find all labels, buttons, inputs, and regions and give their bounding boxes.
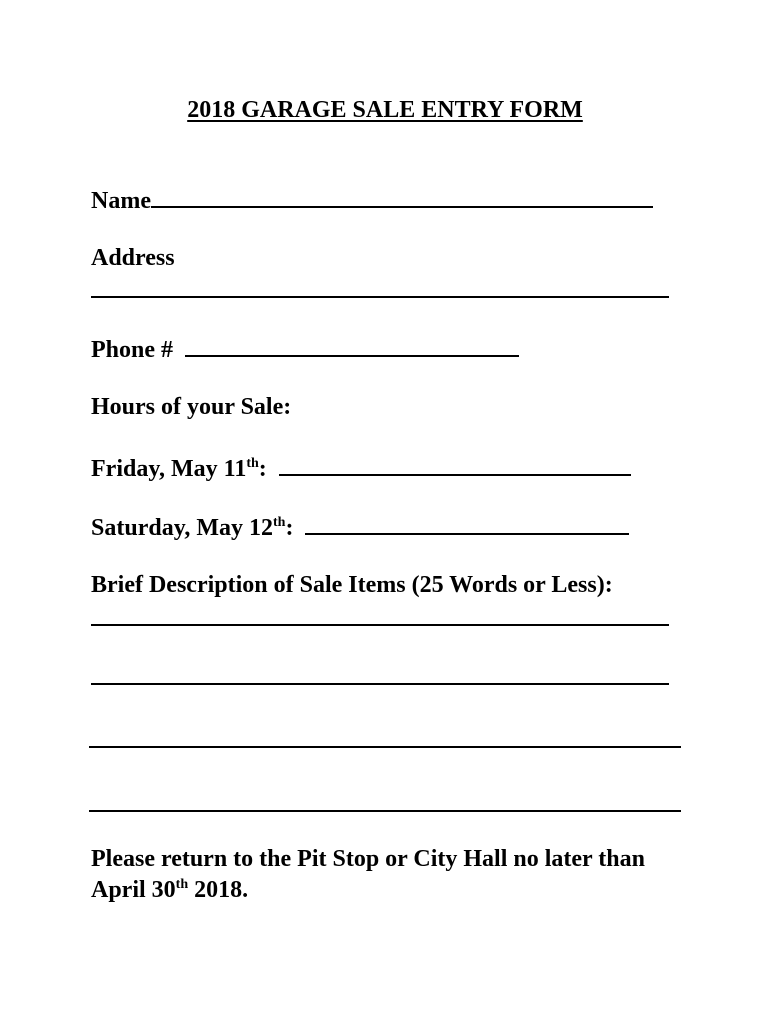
- form-title: 2018 GARAGE SALE ENTRY FORM: [187, 97, 583, 123]
- return-year: 2018.: [188, 877, 249, 903]
- return-instructions-line-1: Please return to the Pit Stop or City Hall no later than: [91, 846, 645, 872]
- description-line-1[interactable]: [91, 624, 669, 626]
- saturday-hours-field[interactable]: [305, 511, 629, 535]
- saturday-label: Saturday, May 12: [91, 515, 274, 541]
- phone-row: [91, 333, 519, 365]
- return-date: April 30: [91, 877, 176, 903]
- return-date-sup: th: [175, 877, 189, 892]
- name-field[interactable]: [151, 184, 653, 208]
- description-line-3[interactable]: [89, 746, 681, 748]
- address-label: Address: [91, 245, 175, 271]
- description-label: Brief Description of Sale Items (25 Words or Less):: [91, 572, 613, 598]
- name-row: [91, 184, 653, 216]
- friday-colon: :: [258, 456, 267, 482]
- saturday-colon: :: [285, 515, 294, 541]
- return-instructions-line-2: [91, 875, 711, 906]
- name-label: Name: [91, 188, 151, 214]
- phone-field[interactable]: [185, 333, 519, 357]
- address-field[interactable]: [91, 296, 669, 298]
- phone-label: Phone #: [91, 337, 174, 363]
- description-line-2[interactable]: [91, 683, 669, 685]
- saturday-row: [91, 511, 629, 543]
- hours-label: Hours of your Sale:: [91, 394, 292, 420]
- friday-row: [91, 452, 631, 484]
- return-instructions: [91, 844, 711, 906]
- description-line-4[interactable]: [89, 810, 681, 812]
- friday-hours-field[interactable]: [279, 452, 631, 476]
- saturday-sup: th: [273, 515, 286, 530]
- friday-sup: th: [246, 456, 259, 471]
- friday-label: Friday, May 11: [91, 456, 247, 482]
